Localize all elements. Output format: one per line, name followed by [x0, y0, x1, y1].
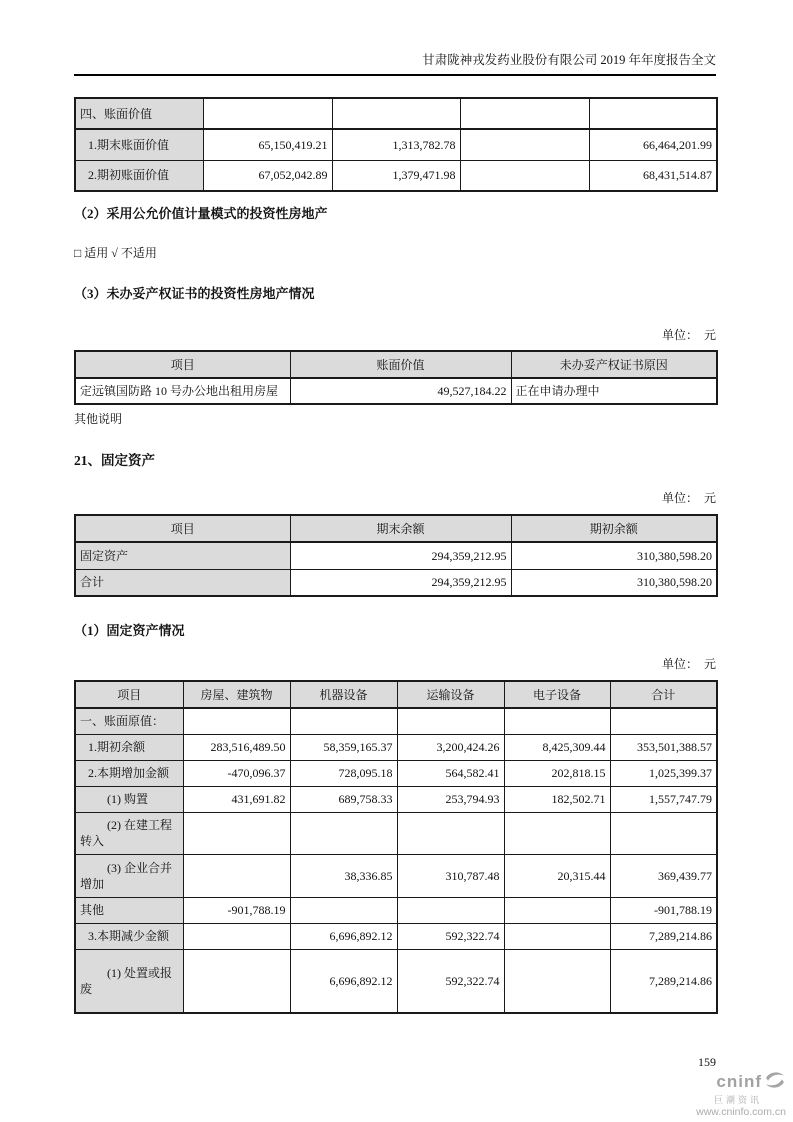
value-cell: [589, 98, 717, 129]
section-21-1-heading: （1）固定资产情况: [74, 623, 185, 638]
value-cell: [397, 708, 504, 734]
section-3-heading: （3）未办妥产权证书的投资性房地产情况: [74, 286, 315, 301]
table-row: [75, 378, 717, 404]
value-cell: 38,336.85: [290, 854, 397, 897]
value-cell: 283,516,489.50: [183, 734, 290, 760]
value-cell: [460, 98, 589, 129]
table-row: [75, 949, 717, 1013]
section-2-heading: （2）采用公允价值计量模式的投资性房地产: [74, 206, 328, 221]
column-header-cell: 房屋、建筑物: [183, 681, 290, 708]
table-header-row: [75, 681, 717, 708]
row-label-cell: (2) 在建工程转入: [75, 812, 183, 854]
table-row: [75, 160, 717, 191]
page-number: 159: [698, 1055, 716, 1069]
value-cell: [203, 98, 332, 129]
item-cell: 定远镇国防路 10 号办公地出租用房屋: [75, 378, 290, 404]
value-cell: [504, 897, 610, 923]
table-row: [75, 897, 717, 923]
value-cell: [290, 897, 397, 923]
column-header-cell: 项目: [75, 351, 290, 378]
column-header-cell: 项目: [75, 681, 183, 708]
column-header-cell: 电子设备: [504, 681, 610, 708]
value-cell: 310,380,598.20: [511, 569, 717, 596]
value-cell: [504, 923, 610, 949]
applicability-line: □ 适用 √ 不适用: [74, 246, 157, 260]
value-cell: 294,359,212.95: [290, 542, 511, 569]
row-label-cell: (3) 企业合并增加: [75, 854, 183, 897]
value-cell: 1,025,399.37: [610, 760, 717, 786]
row-label-cell: 2.期初账面价值: [75, 160, 203, 191]
value-cell: [610, 708, 717, 734]
table-row: [75, 708, 717, 734]
value-cell: [504, 949, 610, 1013]
value-cell: [290, 812, 397, 854]
table-row: [75, 760, 717, 786]
column-header-cell: 运输设备: [397, 681, 504, 708]
value-cell: [397, 897, 504, 923]
column-header-cell: 期初余额: [511, 515, 717, 542]
row-label-cell: 其他: [75, 897, 183, 923]
value-cell: 182,502.71: [504, 786, 610, 812]
column-header-cell: 期末余额: [290, 515, 511, 542]
value-cell: [332, 98, 460, 129]
cninfo-logo-caption: 巨潮资讯: [713, 1094, 762, 1105]
value-cell: [397, 812, 504, 854]
value-cell: 253,794.93: [397, 786, 504, 812]
book-value-table: [74, 97, 718, 192]
unit-label: 单位： 元: [661, 328, 716, 342]
table-row: [75, 812, 717, 854]
value-cell: 592,322.74: [397, 949, 504, 1013]
table-row: [75, 542, 717, 569]
row-label-cell: 1.期末账面价值: [75, 129, 203, 160]
value-cell: [290, 708, 397, 734]
report-header-title: 甘肃陇神戎发药业股份有限公司 2019 年年度报告全文: [422, 53, 716, 67]
value-cell: 3,200,424.26: [397, 734, 504, 760]
value-cell: [183, 949, 290, 1013]
value-cell: 1,379,471.98: [332, 160, 460, 191]
value-cell: 1,557,747.79: [610, 786, 717, 812]
column-header-cell: 合计: [610, 681, 717, 708]
value-cell: [183, 923, 290, 949]
other-note: 其他说明: [74, 412, 123, 426]
value-cell: -470,096.37: [183, 760, 290, 786]
value-cell: -901,788.19: [183, 897, 290, 923]
value-cell: 7,289,214.86: [610, 923, 717, 949]
column-header-cell: 账面价值: [290, 351, 511, 378]
table-row: [75, 734, 717, 760]
row-label-cell: 1.期初余额: [75, 734, 183, 760]
value-cell: 58,359,165.37: [290, 734, 397, 760]
value-cell: 353,501,388.57: [610, 734, 717, 760]
value-cell: 310,787.48: [397, 854, 504, 897]
property-certificate-table: [74, 350, 718, 405]
value-cell: -901,788.19: [610, 897, 717, 923]
fixed-assets-summary-table: [74, 514, 718, 597]
value-cell: 6,696,892.12: [290, 949, 397, 1013]
unit-label: 单位： 元: [661, 657, 716, 671]
table-header-row: [75, 515, 717, 542]
value-cell: 1,313,782.78: [332, 129, 460, 160]
column-header-cell: 项目: [75, 515, 290, 542]
row-label-cell: (1) 购置: [75, 786, 183, 812]
table-row: [75, 854, 717, 897]
table-row: [75, 98, 717, 129]
value-cell: 65,150,419.21: [203, 129, 332, 160]
column-header-cell: 未办妥产权证书原因: [511, 351, 717, 378]
table-row: [75, 129, 717, 160]
value-cell: 66,464,201.99: [589, 129, 717, 160]
value-cell: 68,431,514.87: [589, 160, 717, 191]
value-cell: 592,322.74: [397, 923, 504, 949]
value-cell: [460, 160, 589, 191]
table-row: [75, 786, 717, 812]
table-row: [75, 923, 717, 949]
cninfo-logo-url: www.cninfo.com.cn: [696, 1105, 786, 1118]
row-label-cell: (1) 处置或报废: [75, 949, 183, 1013]
value-cell: 728,095.18: [290, 760, 397, 786]
value-cell: 67,052,042.89: [203, 160, 332, 191]
cninfo-logo-text: cninf: [716, 1072, 762, 1091]
value-cell: [460, 129, 589, 160]
value-cell: 564,582.41: [397, 760, 504, 786]
header-rule: [74, 74, 716, 76]
item-cell: 固定资产: [75, 542, 290, 569]
value-cell: [504, 812, 610, 854]
cninfo-logo: [696, 1069, 786, 1118]
section-21-heading: 21、固定资产: [74, 453, 155, 468]
row-label-cell: 2.本期增加金额: [75, 760, 183, 786]
value-cell: [610, 812, 717, 854]
row-label-cell: 四、账面价值: [75, 98, 203, 129]
item-cell: 合计: [75, 569, 290, 596]
cninfo-swirl-icon: [764, 1069, 786, 1095]
value-cell: 431,691.82: [183, 786, 290, 812]
value-cell: 689,758.33: [290, 786, 397, 812]
row-label-cell: 一、账面原值：: [75, 708, 183, 734]
value-cell: 310,380,598.20: [511, 542, 717, 569]
value-cell: 8,425,309.44: [504, 734, 610, 760]
table-row: [75, 569, 717, 596]
value-cell: 20,315.44: [504, 854, 610, 897]
value-cell: 7,289,214.86: [610, 949, 717, 1013]
value-cell: 49,527,184.22: [290, 378, 511, 404]
value-cell: [183, 812, 290, 854]
value-cell: [183, 854, 290, 897]
fixed-assets-detail-table: [74, 680, 718, 1014]
unit-label: 单位： 元: [661, 491, 716, 505]
row-label-cell: 3.本期减少金额: [75, 923, 183, 949]
column-header-cell: 机器设备: [290, 681, 397, 708]
value-cell: [504, 708, 610, 734]
value-cell: [183, 708, 290, 734]
reason-cell: 正在申请办理中: [511, 378, 717, 404]
table-header-row: [75, 351, 717, 378]
value-cell: 6,696,892.12: [290, 923, 397, 949]
value-cell: 294,359,212.95: [290, 569, 511, 596]
value-cell: 202,818.15: [504, 760, 610, 786]
value-cell: 369,439.77: [610, 854, 717, 897]
